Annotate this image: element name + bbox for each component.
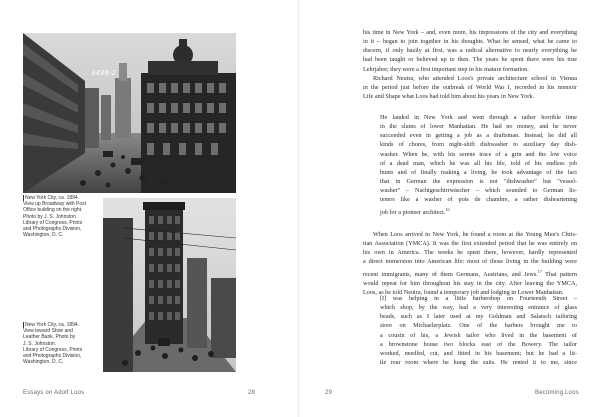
running-title-left: Essays on Adolf Loos (23, 390, 85, 396)
photo-bank-image (103, 198, 236, 372)
photo-broadway-post-office (23, 33, 236, 193)
photo-shoe-leather-bank (103, 198, 236, 372)
photo2-caption: New York City, ca. 1894. View toward Shoe and Leather Bank. Photo by J. S. Johnston. Library of Congress, Prints and Photographs Division, Washington, D. C. (23, 322, 103, 365)
block-quote-2: [I] was helping in a little barbershop on Fourteenth Street – which shop, by the way, had a very interesting entrance of glass beads, such as I later used at my Goldman and Salatsch tailoring store on Michaelerplatz. One of the barbers brought me to a cousin of his, a Jewish tailor who lived in the basement of a brownstone house two blocks east of the Bowery. The tailor worked, needled, cut, and fitted in his basement; but he had a lit- tle rear room where he hung the suits. He rented it to me, since (380, 295, 577, 367)
block-quote-1: He landed in New York and went through a rather horrible time in the slums of lower Manhattan. He had no money, and he never succeeded even in getting a job as a draftsman. Instead, he did all kinds of chores, from night-shift dishwasher to auxiliary day dish- washer. When he, with his serene trace of a grin and the low voice of a dead man, which he was all his life, told of his endless job hunts and of finally making a living, he took advantage of the fact that in German the expression is not "dishwasher" but "vessel- washer" – Nachtgeschirrwäscher – which sounded to German lis- teners like a washer of pots de chambre, a rather disheartening job for a pioneer architect.$^{16}$ (380, 114, 577, 216)
photo1-caption: New York City, ca. 1894. View up Broadway with Post Office building on the right. Photo by J. S. Johnston. Library of Congress, Prints and Photographs Division, Washington, D. C. (23, 195, 103, 238)
running-title-right: Becoming Loos (535, 390, 579, 396)
footnote-16[interactable]: 16 (445, 206, 450, 212)
page-number-left: 28 (248, 390, 256, 396)
body-paragraph-2: When Loos arrived in New York, he found a room at the Young Men's Chris- tian Association (YMCA). It was the first extended period that he was entirely on his own in America. The weeks he spent there, however, hardly represented a direct immersion into American life: most of those living in the building were recent immigrants, many of them Germans, Austrians, and Jews.$^{17}$ That pattern would repeat for him throughout his stay in the city. After leaving the YMCA, Loos, as he told Neutra, found a temporary job and lodging in Lower Manhattan. (363, 231, 578, 296)
photo-inscription: 3438-2 (91, 69, 116, 77)
footnote-17[interactable]: 17 (537, 268, 542, 274)
page-number-right: 29 (325, 390, 333, 396)
photo-broadway-image (23, 33, 236, 193)
body-paragraph-1: his time in New York – and, even more, his impressions of the city and everything in it – began to join together in his thoughts. What he sensed, what he came to discern, if only hazily at first, was a radical alternative to nearly everything he had been taught or believed up to then. The years he spent there were his true Lehrjahre; they were a first important step in his mature formation. Richard Neutra, who attended Loos's private architecture school in Vienna in the period just before the outbreak of World War I, recorded in his memoir Life and Shape what Loos had told him about his years in New York. (363, 29, 577, 101)
